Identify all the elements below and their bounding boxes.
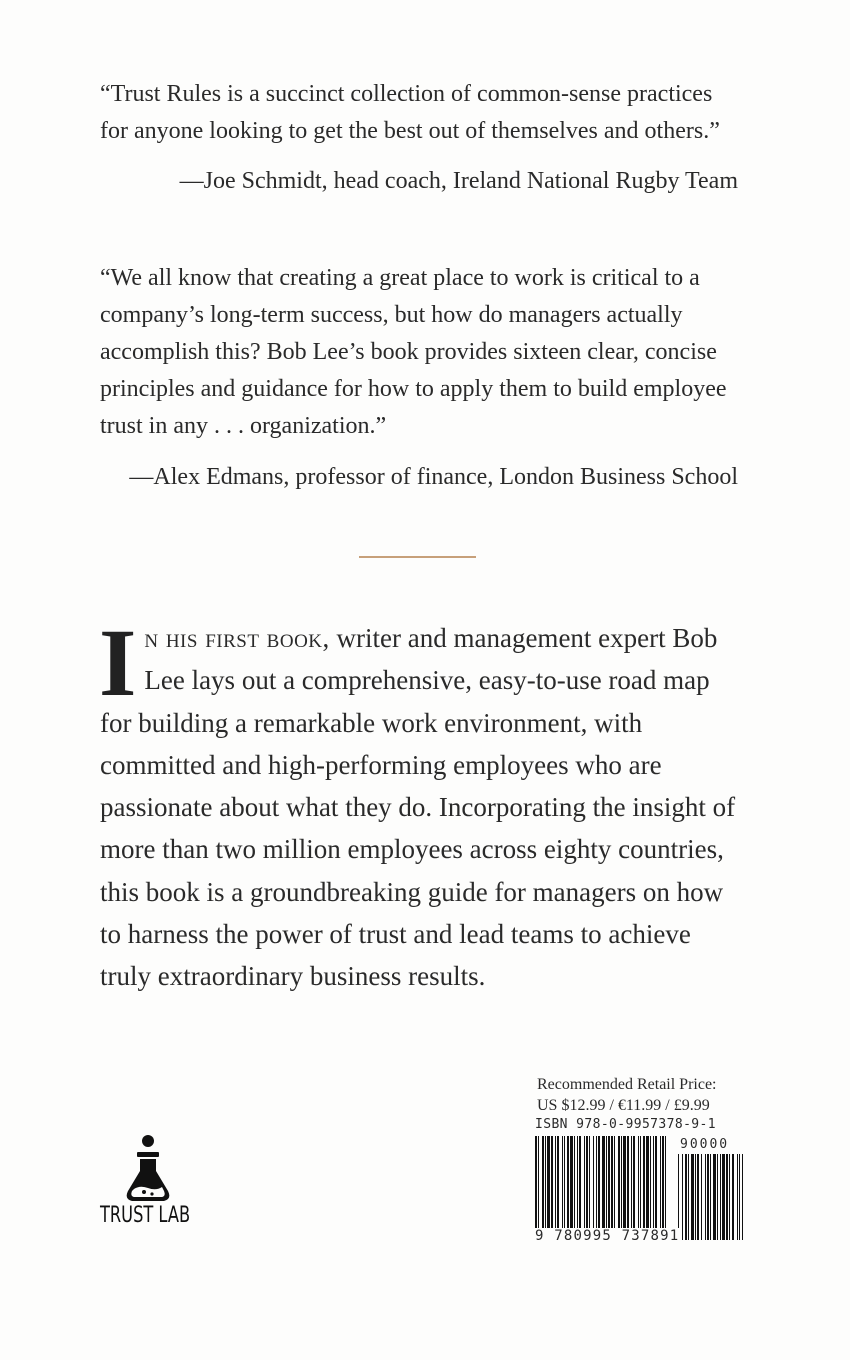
isbn-text: ISBN 978-0-9957378-9-1 <box>535 1117 716 1132</box>
publisher-name: TRUST LAB <box>100 1203 191 1228</box>
description-body: writer and management expert Bob Lee lays out a comprehensive, easy-to-use road map for building a remarkable work environment, with committed and high-performing employees who are passionate about what they do. Incorporating the insight of more than two million employees across eighty countries, this book is a groundbreaking guide for managers on how to harness the power of trust and lead teams to achieve truly extraordinary business results. <box>100 623 736 992</box>
drop-cap: I <box>99 609 137 716</box>
price-value: US $12.99 / €11.99 / £9.99 <box>537 1097 710 1114</box>
quote-text: “Trust Rules is a succinct collection of common-sense practices for anyone looking to get the best out of themselves and others.” <box>100 81 720 144</box>
book-description <box>99 609 740 998</box>
quote-attribution: —Alex Edmans, professor of finance, London Business School <box>129 464 738 490</box>
quote-attribution: —Joe Schmidt, head coach, Ireland National Rugby Team <box>179 168 738 194</box>
price-label: Recommended Retail Price: <box>537 1076 717 1093</box>
price-code-text: 90000 <box>680 1137 730 1152</box>
quote-text: “We all know that creating a great place to work is critical to a company’s long-term success, but how do managers actually accomplish this? Bob Lee’s book provides sixteen clear, concise principles and guidance for how to apply them to build employee trust in any . . . organization.” <box>100 265 727 439</box>
description-lead-in: n his first book, <box>144 623 330 653</box>
retail-price <box>537 1074 717 1116</box>
ean-text: 9 780995 737891 <box>535 1228 680 1244</box>
section-divider <box>359 556 476 558</box>
